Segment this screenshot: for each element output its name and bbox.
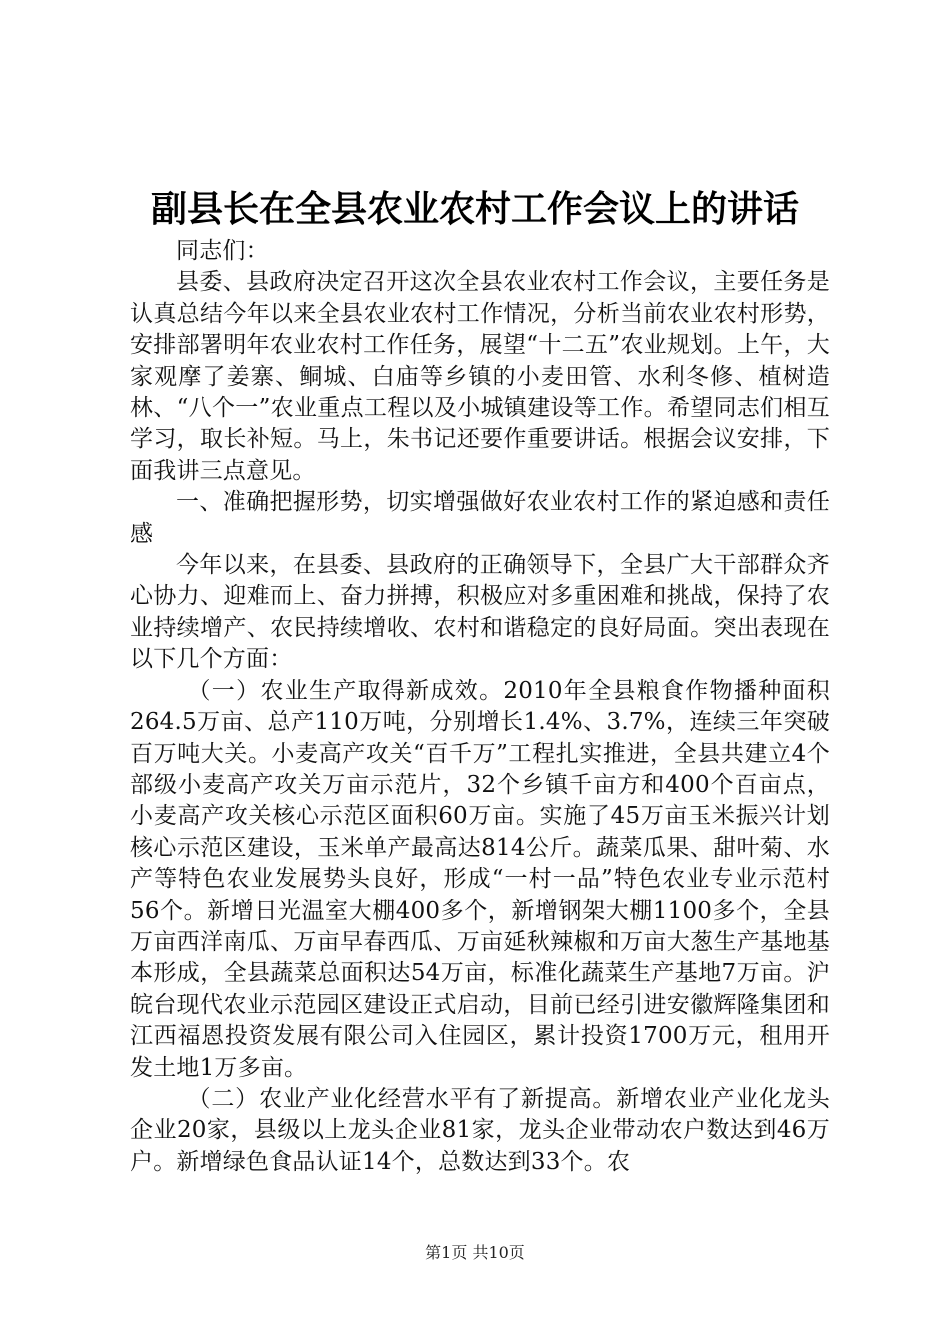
section-heading: 一、准确把握形势，切实增强做好农业农村工作的紧迫感和责任感 — [130, 489, 830, 547]
document-title: 副县长在全县农业农村工作会议上的讲话 — [150, 189, 799, 230]
page-footer: 第1页 共10页 — [425, 1243, 525, 1262]
subsection-paragraph: （二）农业产业化经营水平有了新提高。新增农业产业化龙头企业20家，县级以上龙头企业81家，龙头企业带动农户数达到46万户。新增绿色食品认证14个，总数达到33个。农 — [130, 1085, 830, 1175]
body-paragraph: 今年以来，在县委、县政府的正确领导下，全县广大干部群众齐心协力、迎难而上、奋力拼搏，积极应对多重困难和挑战，保持了农业持续增产、农民持续增收、农村和谐稳定的良好局面。突出表现在以下几个方面： — [130, 552, 830, 673]
document-body — [130, 236, 830, 1178]
salutation-paragraph: 同志们： — [176, 238, 269, 264]
body-paragraph: 县委、县政府决定召开这次全县农业农村工作会议，主要任务是认真总结今年以来全县农业农村工作情况，分析当前农业农村形势，安排部署明年农业农村工作任务，展望“十二五”农业规划。上午，大家观摩了姜寨、鲖城、白庙等乡镇的小麦田管、水利冬修、植树造林、“八个一”农业重点工程以及小城镇建设等工作。希望同志们相互学习，取长补短。马上，朱书记还要作重要讲话。根据会议安排，下面我讲三点意见。 — [130, 269, 830, 484]
subsection-paragraph: （一）农业生产取得新成效。2010年全县粮食作物播种面积264.5万亩、总产110万吨，分别增长1.4%、3.7%，连续三年突破百万吨大关。小麦高产攻关“百千万”工程扎实推进，全县共建立4个部级小麦高产攻关万亩示范片，32个乡镇千亩方和400个百亩点，小麦高产攻关核心示范区面积60万亩。实施了45万亩玉米振兴计划核心示范区建设，玉米单产最高达814公斤。蔬菜瓜果、甜叶菊、水产等特色农业发展势头良好，形成“一村一品”特色农业专业示范村56个。新增日光温室大棚400多个，新增钢架大棚1100多个，全县万亩西洋南瓜、万亩早春西瓜、万亩延秋辣椒和万亩大葱生产基地基本形成，全县蔬菜总面积达54万亩，标准化蔬菜生产基地7万亩。沪皖台现代农业示范园区建设正式启动，目前已经引进安徽辉隆集团和江西福恩投资发展有限公司入住园区，累计投资1700万元，租用开发土地1万多亩。 — [130, 677, 830, 1081]
